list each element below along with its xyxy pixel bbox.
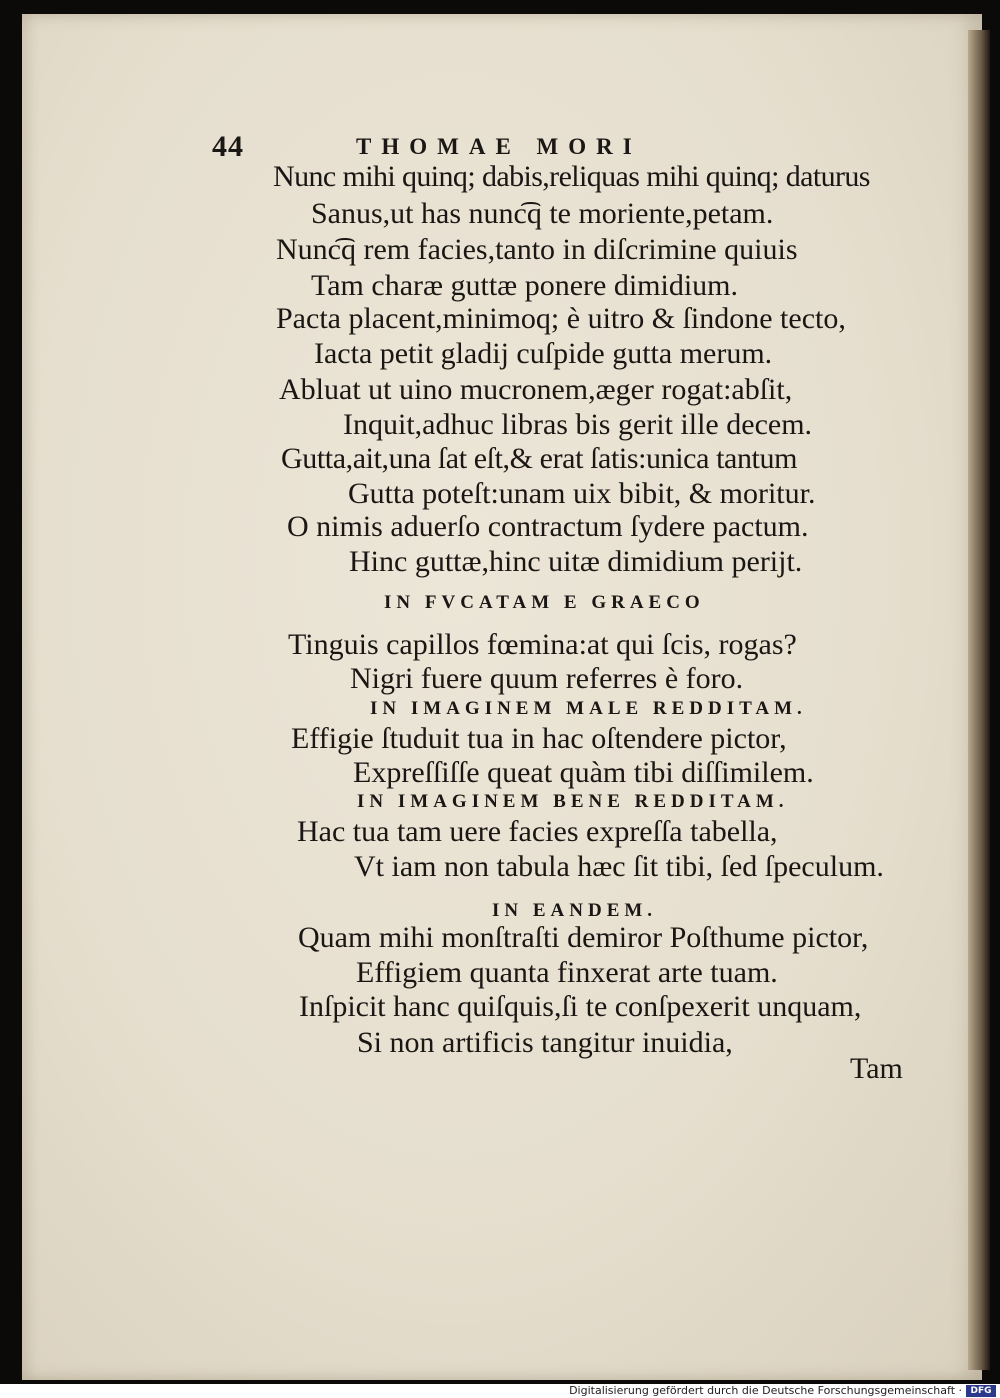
digitization-footer (0, 1384, 1000, 1398)
text-line: Effigiem quanta finxerat arte tuam. (356, 956, 778, 989)
text-line: Nunc mihi quinq; dabis,reliquas mihi quinq; daturus (273, 160, 870, 193)
section-heading: IN IMAGINEM BENE REDDITAM. (357, 791, 789, 812)
running-head: THOMAE MORI (356, 134, 642, 159)
text-line: Inquit,adhuc libras bis gerit ille decem. (343, 408, 813, 441)
text-line: Quam mihi monſtraſti demiror Poſthume pictor, (298, 921, 869, 954)
text-line: Sanus,ut has nunc͡q te moriente,petam. (311, 197, 774, 230)
text-line: Abluat ut uino mucronem,æger rogat:abſit, (279, 373, 793, 406)
funding-notice: Digitalisierung gefördert durch die Deutsche Forschungsgemeinschaft · (569, 1384, 962, 1397)
text-line: O nimis aduerſo contractum ſydere pactum. (287, 510, 809, 543)
section-heading: IN EANDEM. (492, 900, 658, 921)
text-line: Pacta placent,minimoq; è uitro & ſindone tecto, (276, 302, 846, 335)
dfg-logo: DFG (966, 1385, 996, 1397)
text-line: Gutta poteſt:unam uix bibit, & moritur. (348, 477, 816, 510)
section-heading: IN FVCATAM E GRAECO (384, 592, 705, 613)
page-number: 44 (212, 130, 244, 163)
text-line: Gutta,ait,una ſat eſt,& erat ſatis:unica tantum (281, 442, 798, 475)
text-line: Hac tua tam uere facies expreſſa tabella, (297, 815, 778, 848)
catchword: Tam (850, 1052, 903, 1085)
text-line: Hinc guttæ,hinc uitæ dimidium perijt. (349, 545, 803, 578)
text-line: Effigie ſtuduit tua in hac oſtendere pictor, (291, 722, 787, 755)
text-line: Si non artificis tangitur inuidia, (357, 1026, 733, 1059)
text-line: Iacta petit gladij cuſpide gutta merum. (314, 337, 773, 370)
text-line: Tam charæ guttæ ponere dimidium. (311, 269, 738, 302)
text-line: Tinguis capillos fœmina:at qui ſcis, rogas? (288, 628, 797, 661)
text-line: Nunc͡q rem facies,tanto in diſcrimine quiuis (276, 233, 798, 266)
page-edge (968, 30, 990, 1370)
text-line: Nigri fuere quum referres è foro. (350, 662, 744, 695)
text-line: Expreſſiſſe queat quàm tibi diſſimilem. (353, 756, 814, 789)
text-line: Vt iam non tabula hæc ſit tibi, ſed ſpeculum. (354, 850, 884, 883)
text-line: Inſpicit hanc quiſquis,ſi te conſpexerit unquam, (299, 990, 862, 1023)
section-heading: IN IMAGINEM MALE REDDITAM. (370, 698, 807, 719)
